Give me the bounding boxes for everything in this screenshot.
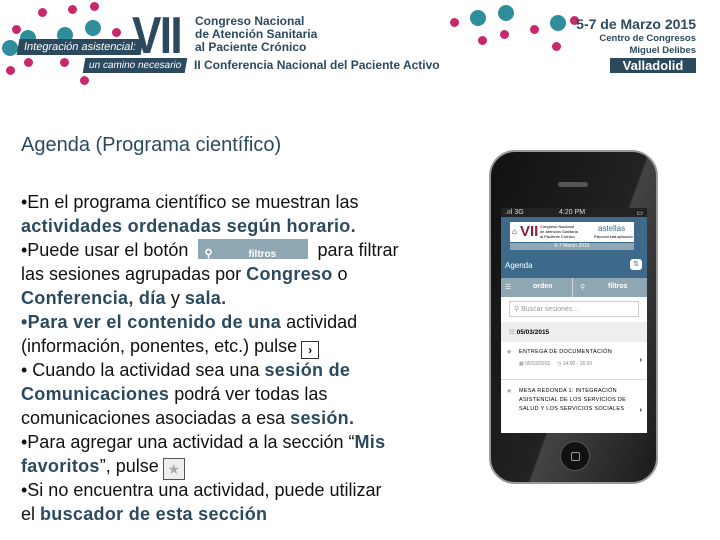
logo-line: Congreso Nacional xyxy=(540,224,575,229)
list-item[interactable] xyxy=(501,342,647,380)
clock: 4:20 PM xyxy=(559,209,586,216)
favorite-star-icon[interactable]: ★ xyxy=(506,349,513,356)
page-title: Agenda (Programa científico) xyxy=(21,134,282,156)
filter-label: filtros xyxy=(248,249,277,260)
congress-line: al Paciente Crónico xyxy=(195,40,307,54)
filter-button[interactable] xyxy=(574,278,647,297)
item-title: MESA REDONDA 1: INTEGRACIÓN ASISTENCIAL DE LOS SERVICIOS DE SALUD Y LOS SERVICIOS SOCIALES xyxy=(519,388,627,412)
text-line xyxy=(21,478,441,502)
text-line xyxy=(21,406,441,430)
search-placeholder: Buscar sesiones... xyxy=(521,306,579,313)
text-line xyxy=(21,310,441,334)
text-segment: o xyxy=(332,264,348,284)
item-date: ▦ 05/03/2015 xyxy=(519,361,551,367)
filter-label: filtros xyxy=(608,283,628,290)
toolbar xyxy=(501,278,647,297)
tagline-2: un camino necesario xyxy=(83,58,188,73)
text-line xyxy=(21,190,441,214)
sponsor-sub: Patrocina esta aplicación xyxy=(594,235,633,239)
order-label: orden xyxy=(533,283,553,290)
congress-line: de Atención Sanitaria xyxy=(195,27,318,41)
item-time: ◷ 14:00 - 16:00 xyxy=(557,361,593,367)
day-header xyxy=(501,322,647,342)
text-segment: ”, pulse xyxy=(99,456,159,476)
sponsor-logo: astellas xyxy=(598,224,626,233)
logo-line: al Paciente Crónico xyxy=(540,234,575,239)
app-logo-banner xyxy=(510,222,634,242)
text-segment: las sesiones agrupadas por xyxy=(21,264,247,284)
filter-button-illustration xyxy=(198,239,308,259)
highlighted-text: sesión de xyxy=(264,360,351,380)
text-segment: el xyxy=(21,504,41,524)
favorite-star-icon: ★ xyxy=(163,458,185,480)
search-icon: ⚲ xyxy=(204,248,213,260)
roman-numeral: VII xyxy=(132,7,181,65)
venue xyxy=(599,33,696,57)
highlighted-text: Comunicaciones xyxy=(21,384,170,404)
home-icon[interactable]: ⌂ xyxy=(512,227,517,236)
congress-name xyxy=(195,15,317,54)
highlighted-text: sala. xyxy=(184,288,227,308)
search-icon: ⚲ xyxy=(580,284,586,291)
time-value: 14:00 - 16:00 xyxy=(562,361,593,367)
event-dates: 5-7 de Marzo 2015 xyxy=(576,16,696,32)
home-button xyxy=(560,441,590,471)
text-segment: actividad xyxy=(281,312,358,332)
date-value: 05/03/2015 xyxy=(525,361,551,367)
app-header xyxy=(501,217,647,278)
chevron-right-icon[interactable]: › xyxy=(639,407,642,414)
search-input[interactable] xyxy=(509,301,639,317)
venue-line: Centro de Congresos xyxy=(599,33,696,44)
highlighted-text: sesión. xyxy=(290,408,355,428)
text-line xyxy=(21,238,441,262)
text-segment: (información, ponentes, etc.) pulse xyxy=(21,336,298,356)
highlighted-text: Conferencia, día xyxy=(21,288,166,308)
menu-icon: ☰ xyxy=(505,284,512,291)
text-segment: para filtrar xyxy=(312,240,399,260)
venue-line: Miguel Delibes xyxy=(629,45,696,56)
list-icon: ☷ xyxy=(509,329,517,336)
city-badge: Valladolid xyxy=(610,58,696,73)
text-segment: comunicaciones asociadas a esa xyxy=(21,408,291,428)
highlighted-text: •Para ver el contenido de una xyxy=(21,312,282,332)
logo-mark: VII xyxy=(520,223,539,240)
section-title: Agenda xyxy=(505,261,533,270)
text-segment: •En el programa científico se muestran las xyxy=(21,192,359,212)
carrier: .ııl 3G xyxy=(505,209,524,216)
date-bar: 5-7 Marzo 2015 xyxy=(510,243,634,250)
text-line xyxy=(21,358,441,382)
sync-icon[interactable]: ⇅ xyxy=(630,259,642,270)
speaker-icon xyxy=(558,182,588,187)
chevron-right-icon[interactable]: › xyxy=(639,357,642,364)
item-title: ENTREGA DE DOCUMENTACIÓN xyxy=(519,349,612,355)
favorite-star-icon[interactable]: ★ xyxy=(506,388,513,395)
status-bar xyxy=(501,208,647,217)
conference-name: II Conferencia Nacional del Paciente Activo xyxy=(194,58,440,72)
instructions-text xyxy=(21,190,441,526)
text-line xyxy=(21,286,441,310)
congress-line: Congreso Nacional xyxy=(195,14,305,28)
battery-icon: ▭ xyxy=(636,210,643,217)
text-segment: •Para agregar una actividad a la sección “ xyxy=(21,432,355,452)
highlighted-text: Mis xyxy=(354,432,386,452)
text-segment: •Si no encuentra una actividad, puede utilizar xyxy=(21,480,382,500)
highlighted-text: actividades ordenadas según horario. xyxy=(21,216,356,236)
app-logo-text xyxy=(540,224,578,239)
logo-line: de Atención Sanitaria xyxy=(540,229,578,234)
tagline-1: Integración asistencial: xyxy=(17,39,144,55)
text-line xyxy=(21,454,441,478)
text-line xyxy=(21,334,441,358)
text-segment: y xyxy=(165,288,185,308)
text-line xyxy=(21,382,441,406)
text-segment: podrá ver todas las xyxy=(169,384,328,404)
text-line xyxy=(21,262,441,286)
highlighted-text: favoritos xyxy=(21,456,100,476)
text-line xyxy=(21,430,441,454)
phone-screen xyxy=(501,208,647,433)
text-line xyxy=(21,502,441,526)
day-label: 05/03/2015 xyxy=(516,329,550,336)
text-line xyxy=(21,214,441,238)
order-button[interactable] xyxy=(501,278,573,297)
text-segment: • Cuando la actividad sea una xyxy=(21,360,265,380)
highlighted-text: Congreso xyxy=(246,264,333,284)
list-item[interactable] xyxy=(501,381,647,433)
text-segment: •Puede usar el botón xyxy=(21,240,189,260)
chevron-right-icon: › xyxy=(301,341,319,359)
search-icon: ⚲ xyxy=(514,306,522,313)
highlighted-text: buscador de esta sección xyxy=(40,504,268,524)
